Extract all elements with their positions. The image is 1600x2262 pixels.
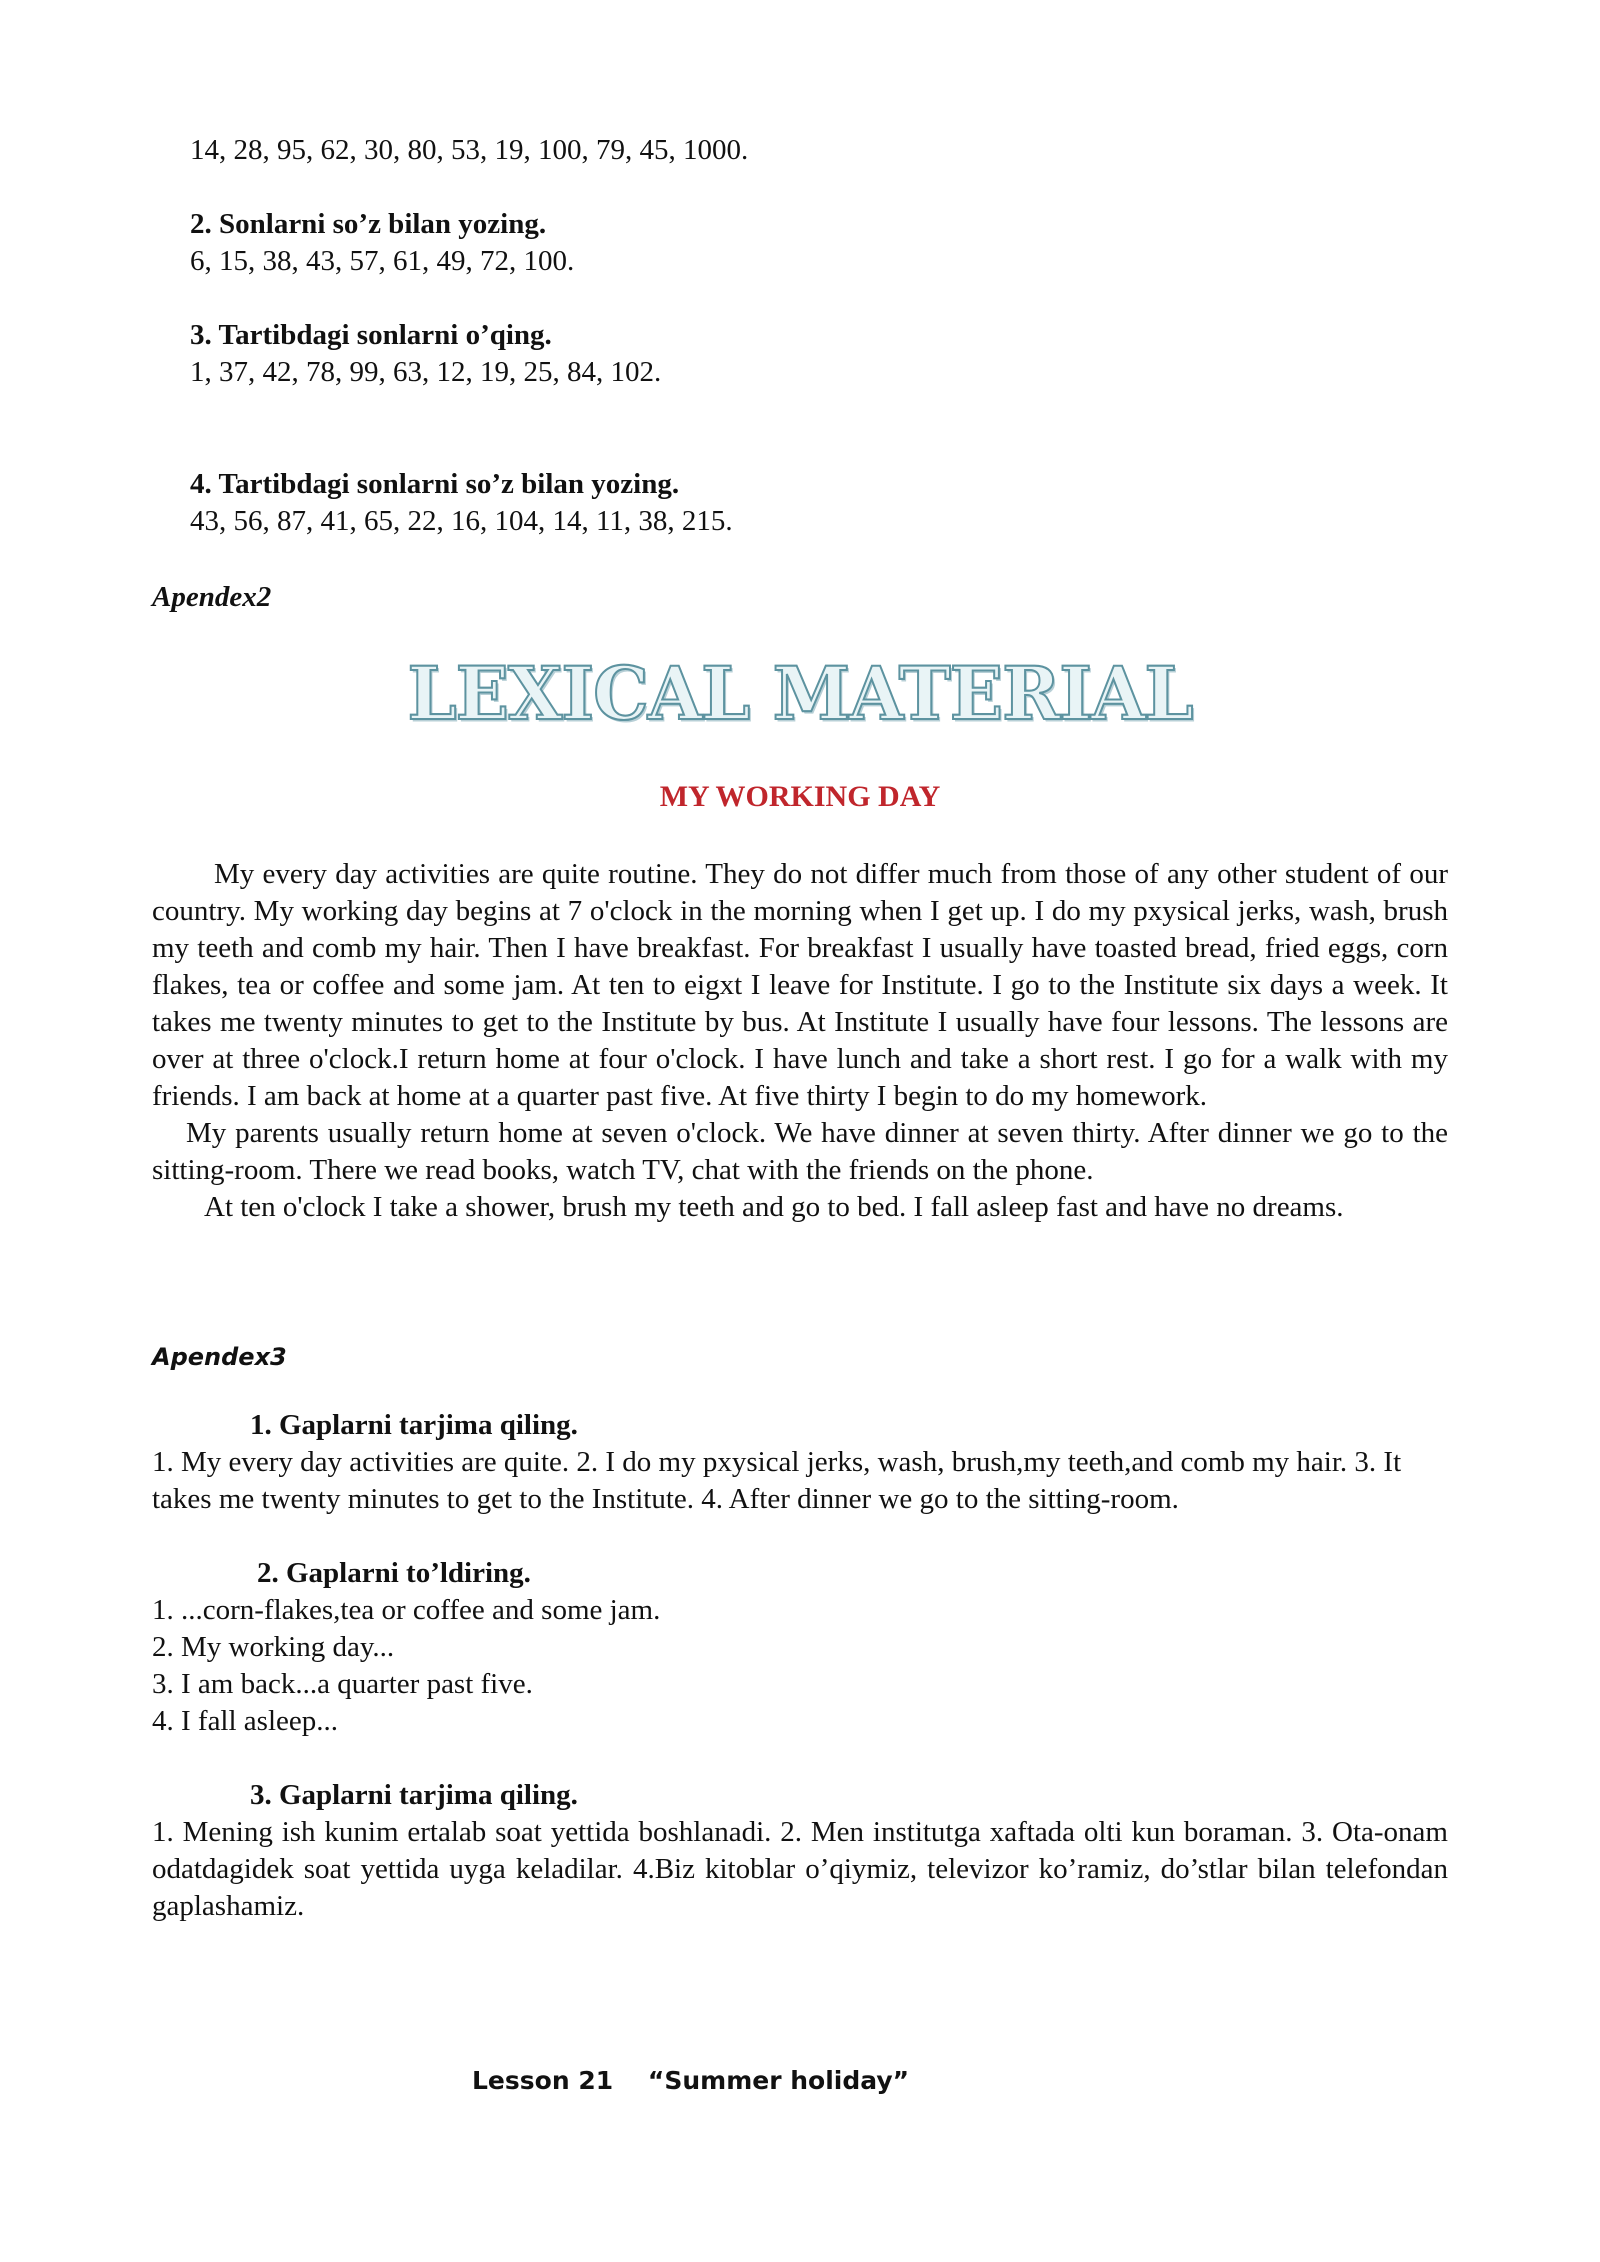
appendix-3-label: Apendex3 [152,1343,287,1371]
appendix-2-label: Apendex2 [152,581,272,613]
exercise-4-title: 4. Tartibdagi sonlarni so’z bilan yozing. [190,468,680,500]
task-3-text: 1. Mening ish kunim ertalab soat yettida boshlanadi. 2. Men institutga xaftada olti kun boraman. 3. Ota-onam odatdagidek soat yettida uyga keladilar. 4.Biz kitoblar o’qiymiz, televizor ko’ramiz, do’stlar bilan telefondan gaplashamiz. [152,1816,1448,1922]
exercise-4-text: 43, 56, 87, 41, 65, 22, 16, 104, 14, 11, 38, 215. [190,505,733,537]
exercise-3 [152,317,1448,391]
story-paragraph-1: My every day activities are quite routine. They do not differ much from those of any other student of our country. My working day begins at 7 o'clock in the morning when I get up. I do my pxysical jerks, wash, brush my teeth and comb my hair. Then I have breakfast. For breakfast I usually have toasted bread, fried eggs, corn flakes, tea or coffee and some jam. At ten to eigxt I leave for Institute. I go to the Institute six days a week. It takes me twenty minutes to get to the Institute by bus. At Institute I usually have four lessons. The lessons are over at three o'clock.I return home at four o'clock. I have lunch and take a short rest. I go for a walk with my friends. I am back at home at a quarter past five. At five thirty I begin to do my homework. [152,858,1448,1112]
task-2 [152,1555,1448,1740]
exercise-4 [152,466,1448,540]
exercise-2-text: 6, 15, 38, 43, 57, 61, 49, 72, 100. [190,245,575,277]
task-2-item: 3. I am back...a quarter past five. [152,1668,533,1700]
task-2-item: 2. My working day... [152,1631,395,1663]
lesson-footer: Lesson 21 “Summer holiday” [472,2066,910,2095]
task-3-title: 3. Gaplarni tarjima qiling. [250,1779,578,1811]
task-1 [152,1407,1448,1518]
task-2-title: 2. Gaplarni to’ldiring. [257,1557,531,1589]
exercise-2-title: 2. Sonlarni so’z bilan yozing. [190,208,547,240]
lexical-material-wordart: LEXICAL MATERIAL [407,649,1193,738]
task-1-text: 1. My every day activities are quite. 2. I do my pxysical jerks, wash, brush,my teeth,and comb my hair. 3. It takes me twenty minutes to get to the Institute. 4. After dinner we go to the sitting-room. [152,1446,1402,1515]
task-3 [152,1777,1448,1925]
story-title: MY WORKING DAY [659,780,941,813]
exercise-3-title: 3. Tartibdagi sonlarni o’qing. [190,319,552,351]
story-paragraph-2: My parents usually return home at seven o'clock. We have dinner at seven thirty. After dinner we go to the sitting-room. There we read books, watch TV, chat with the friends on the phone. [152,1117,1448,1186]
exercise-3-text: 1, 37, 42, 78, 99, 63, 12, 19, 25, 84, 102. [190,356,662,388]
task-2-item: 1. ...corn-flakes,tea or coffee and some jam. [152,1594,661,1626]
story-paragraph-3: At ten o'clock I take a shower, brush my teeth and go to bed. I fall asleep fast and have no dreams. [204,1191,1344,1223]
task-2-item: 4. I fall asleep... [152,1705,339,1737]
story-text [152,856,1448,1226]
top-numbers: 14, 28, 95, 62, 30, 80, 53, 19, 100, 79, 45, 1000. [190,134,749,166]
task-1-title: 1. Gaplarni tarjima qiling. [250,1409,578,1441]
exercise-2 [152,206,1448,280]
